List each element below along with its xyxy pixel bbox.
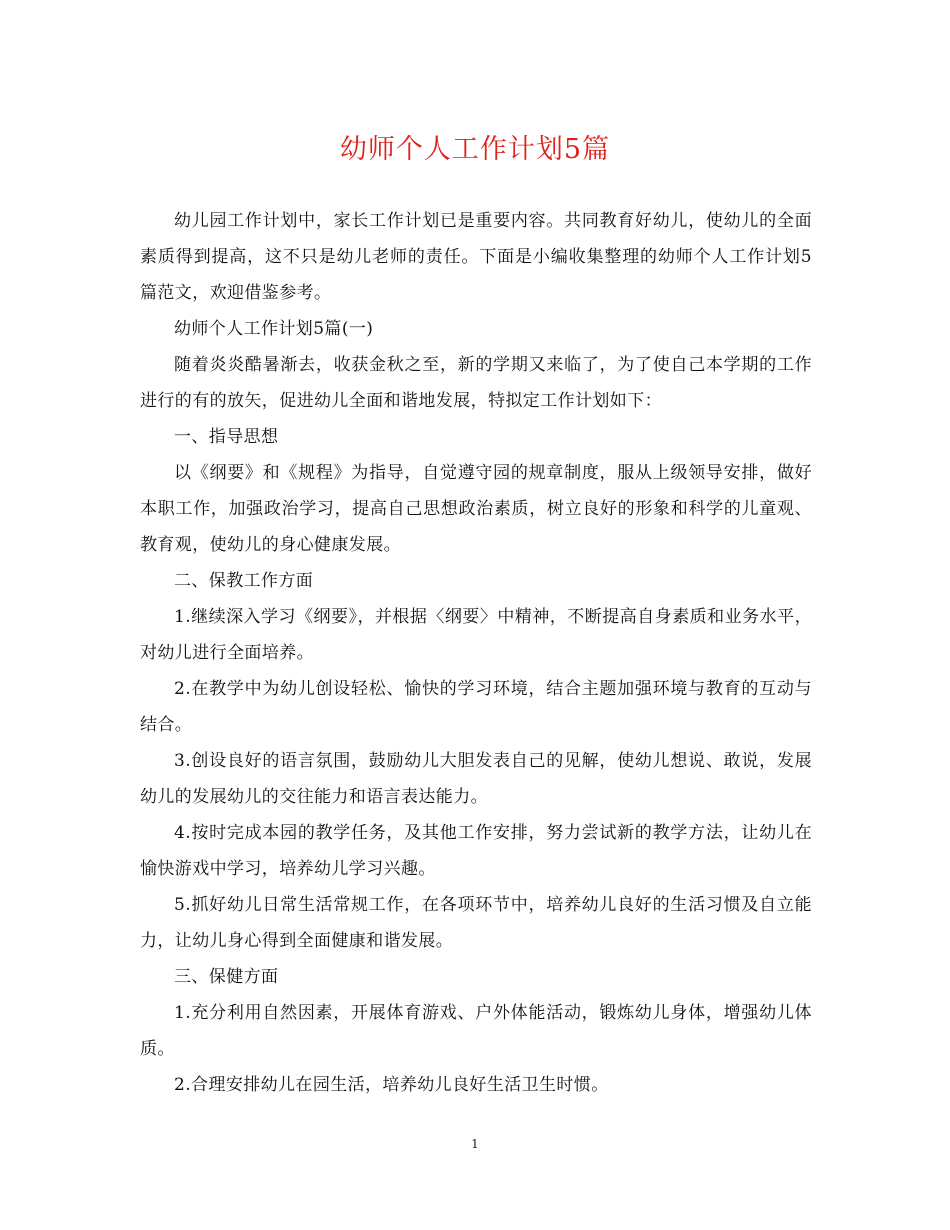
document-title: 幼师个人工作计划5篇 <box>339 134 611 165</box>
list-item: 1.充分利用自然因素，开展体育游戏、户外体能活动，锻炼幼儿身体，增强幼儿体质。 <box>140 1003 812 1059</box>
page-number: 1 <box>471 1137 479 1151</box>
section-heading-education-work: 二、保教工作方面 <box>174 571 314 591</box>
list-item: 4.按时完成本园的教学任务，及其他工作安排，努力尝试新的教学方法，让幼儿在愉快游戏中学习，培养幼儿学习兴趣。 <box>140 823 812 879</box>
list-item: 5.抓好幼儿日常生活常规工作，在各项环节中，培养幼儿良好的生活习惯及自立能力，让幼儿身心得到全面健康和谐发展。 <box>140 895 812 951</box>
list-item: 3.创设良好的语言氛围，鼓励幼儿大胆发表自己的见解，使幼儿想说、敢说，发展幼儿的发展幼儿的交往能力和语言表达能力。 <box>140 751 812 807</box>
section-heading-guiding-thought: 一、指导思想 <box>174 427 279 447</box>
list-item: 2.在教学中为幼儿创设轻松、愉快的学习环境，结合主题加强环境与教育的互动与结合。 <box>140 679 812 735</box>
body-paragraph: 随着炎炎酷暑渐去，收获金秋之至，新的学期又来临了，为了使自己本学期的工作进行的有的放矢，促进幼儿全面和谐地发展，特拟定工作计划如下： <box>140 355 812 411</box>
intro-paragraph: 幼儿园工作计划中，家长工作计划已是重要内容。共同教育好幼儿，使幼儿的全面素质得到提高，这不只是幼儿老师的责任。下面是小编收集整理的幼师个人工作计划5篇范文，欢迎借鉴参考。 <box>140 211 812 303</box>
list-item: 2.合理安排幼儿在园生活，培养幼儿良好生活卫生时惯。 <box>174 1075 609 1095</box>
section-heading-health-care: 三、保健方面 <box>174 967 279 987</box>
body-paragraph: 以《纲要》和《规程》为指导，自觉遵守园的规章制度，服从上级领导安排，做好本职工作，加强政治学习，提高自己思想政治素质，树立良好的形象和科学的儿童观、教育观，使幼儿的身心健康发展。 <box>140 463 812 555</box>
document-body <box>140 203 812 1103</box>
section-heading-plan-one: 幼师个人工作计划5篇(一) <box>174 319 374 339</box>
list-item: 1.继续深入学习《纲要》，并根据〈纲要〉中精神，不断提高自身素质和业务水平，对幼儿进行全面培养。 <box>140 607 812 663</box>
